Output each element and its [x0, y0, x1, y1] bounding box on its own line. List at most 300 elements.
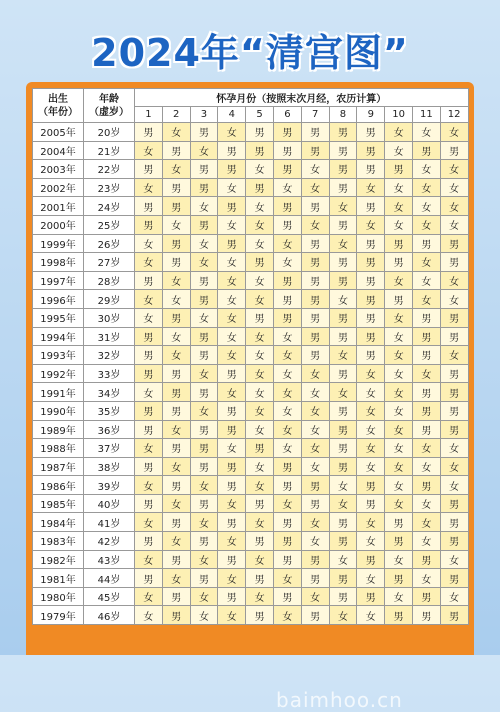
gender-cell: 女 [246, 420, 274, 439]
gender-cell: 男 [135, 160, 163, 179]
gender-cell: 女 [162, 532, 190, 551]
age-cell: 28岁 [84, 271, 135, 290]
gender-cell: 男 [162, 141, 190, 160]
birth-year-cell: 1980年 [33, 587, 84, 606]
gender-cell: 男 [440, 253, 468, 272]
gender-cell: 女 [246, 160, 274, 179]
gender-cell: 女 [273, 420, 301, 439]
gender-cell: 男 [301, 234, 329, 253]
gender-cell: 男 [162, 513, 190, 532]
gender-cell: 男 [162, 234, 190, 253]
gender-cell: 女 [385, 123, 413, 142]
birth-year-cell: 1999年 [33, 234, 84, 253]
table-row [33, 476, 469, 495]
gender-cell: 女 [385, 141, 413, 160]
gender-cell: 女 [273, 178, 301, 197]
gender-cell: 男 [135, 271, 163, 290]
table-row [33, 346, 469, 365]
gender-cell: 男 [190, 457, 218, 476]
gender-cell: 女 [385, 420, 413, 439]
gender-cell: 男 [246, 141, 274, 160]
birth-year-cell: 1983年 [33, 532, 84, 551]
gender-cell: 女 [218, 178, 246, 197]
gender-cell: 男 [135, 532, 163, 551]
table-row [33, 550, 469, 569]
birth-year-cell: 1979年 [33, 606, 84, 625]
gender-cell: 女 [385, 476, 413, 495]
gender-cell: 女 [385, 587, 413, 606]
birth-year-cell: 1981年 [33, 569, 84, 588]
birth-year-cell: 2000年 [33, 215, 84, 234]
gender-cell: 女 [273, 253, 301, 272]
age-cell: 44岁 [84, 569, 135, 588]
age-cell: 20岁 [84, 123, 135, 142]
gender-cell: 男 [190, 439, 218, 458]
gender-cell: 女 [246, 550, 274, 569]
gender-cell: 女 [440, 457, 468, 476]
gender-cell: 女 [440, 123, 468, 142]
table-row [33, 439, 469, 458]
header-month-3: 3 [190, 107, 218, 123]
age-cell: 38岁 [84, 457, 135, 476]
gender-cell: 男 [440, 364, 468, 383]
gender-cell: 男 [412, 476, 440, 495]
table-row [33, 271, 469, 290]
gender-cell: 女 [440, 178, 468, 197]
gender-cell: 女 [301, 439, 329, 458]
gender-cell: 女 [329, 476, 357, 495]
gender-cell: 女 [329, 606, 357, 625]
birth-year-cell: 1988年 [33, 439, 84, 458]
gender-cell: 女 [246, 457, 274, 476]
header-month-5: 5 [246, 107, 274, 123]
gender-cell: 男 [329, 439, 357, 458]
gender-cell: 女 [412, 290, 440, 309]
age-cell: 32岁 [84, 346, 135, 365]
table-row [33, 327, 469, 346]
gender-cell: 女 [412, 253, 440, 272]
gender-cell: 女 [357, 569, 385, 588]
age-cell: 29岁 [84, 290, 135, 309]
gender-cell: 女 [162, 457, 190, 476]
gender-cell: 女 [329, 550, 357, 569]
gender-table [32, 88, 469, 625]
gender-cell: 男 [273, 123, 301, 142]
gender-cell: 男 [412, 606, 440, 625]
gender-cell: 男 [357, 197, 385, 216]
header-month-6: 6 [273, 107, 301, 123]
gender-cell: 女 [190, 550, 218, 569]
gender-cell: 女 [440, 215, 468, 234]
table-frame [26, 82, 474, 712]
gender-cell: 男 [162, 606, 190, 625]
gender-cell: 女 [273, 234, 301, 253]
gender-cell: 女 [412, 439, 440, 458]
gender-cell: 男 [440, 234, 468, 253]
birth-year-cell: 1993年 [33, 346, 84, 365]
table-row [33, 215, 469, 234]
gender-cell: 男 [329, 569, 357, 588]
gender-cell: 女 [246, 290, 274, 309]
gender-cell: 女 [162, 420, 190, 439]
gender-cell: 女 [385, 178, 413, 197]
gender-cell: 女 [246, 513, 274, 532]
header-birth-year [33, 89, 84, 123]
header-age [84, 89, 135, 123]
gender-cell: 男 [190, 327, 218, 346]
gender-cell: 女 [273, 364, 301, 383]
gender-cell: 女 [385, 457, 413, 476]
gender-cell: 男 [218, 587, 246, 606]
gender-cell: 男 [329, 401, 357, 420]
gender-cell: 女 [190, 513, 218, 532]
gender-cell: 女 [385, 364, 413, 383]
header-month-11: 11 [412, 107, 440, 123]
gender-cell: 男 [301, 550, 329, 569]
gender-cell: 男 [273, 141, 301, 160]
gender-cell: 男 [273, 271, 301, 290]
gender-cell: 男 [135, 494, 163, 513]
gender-cell: 女 [218, 569, 246, 588]
table-row [33, 532, 469, 551]
gender-cell: 男 [162, 401, 190, 420]
gender-cell: 女 [218, 308, 246, 327]
gender-cell: 男 [412, 141, 440, 160]
gender-cell: 女 [135, 234, 163, 253]
gender-cell: 男 [412, 587, 440, 606]
age-cell: 41岁 [84, 513, 135, 532]
age-cell: 24岁 [84, 197, 135, 216]
gender-cell: 女 [190, 364, 218, 383]
age-cell: 34岁 [84, 383, 135, 402]
gender-cell: 男 [301, 494, 329, 513]
birth-year-cell: 1984年 [33, 513, 84, 532]
gender-cell: 女 [357, 606, 385, 625]
gender-cell: 男 [190, 215, 218, 234]
gender-cell: 男 [357, 123, 385, 142]
gender-cell: 女 [412, 215, 440, 234]
gender-cell: 女 [162, 569, 190, 588]
gender-cell: 女 [162, 290, 190, 309]
gender-cell: 女 [246, 476, 274, 495]
header-month-1: 1 [135, 107, 163, 123]
table-row [33, 513, 469, 532]
gender-cell: 男 [135, 457, 163, 476]
gender-cell: 男 [246, 123, 274, 142]
gender-cell: 男 [357, 290, 385, 309]
gender-cell: 女 [135, 141, 163, 160]
gender-cell: 男 [190, 383, 218, 402]
gender-cell: 女 [218, 253, 246, 272]
header-birth-year-line2: （年份） [38, 106, 78, 118]
gender-cell: 女 [190, 606, 218, 625]
gender-cell: 男 [440, 420, 468, 439]
gender-cell: 女 [440, 346, 468, 365]
gender-cell: 男 [440, 383, 468, 402]
gender-cell: 男 [301, 346, 329, 365]
header-birth-year-line1: 出生 [48, 93, 68, 105]
gender-cell: 男 [412, 401, 440, 420]
table-row [33, 494, 469, 513]
gender-cell: 男 [329, 160, 357, 179]
gender-cell: 男 [329, 513, 357, 532]
gender-cell: 男 [246, 606, 274, 625]
gender-cell: 男 [301, 123, 329, 142]
gender-cell: 男 [273, 457, 301, 476]
gender-cell: 女 [301, 532, 329, 551]
gender-cell: 男 [246, 253, 274, 272]
gender-cell: 女 [301, 160, 329, 179]
gender-cell: 男 [218, 457, 246, 476]
gender-cell: 女 [246, 587, 274, 606]
gender-cell: 女 [329, 234, 357, 253]
gender-cell: 男 [273, 160, 301, 179]
table-row [33, 420, 469, 439]
gender-cell: 女 [218, 271, 246, 290]
header-month-2: 2 [162, 107, 190, 123]
gender-cell: 女 [385, 327, 413, 346]
table-row [33, 606, 469, 625]
gender-cell: 男 [357, 141, 385, 160]
gender-cell: 男 [440, 401, 468, 420]
gender-cell: 男 [357, 160, 385, 179]
header-month-4: 4 [218, 107, 246, 123]
gender-cell: 女 [135, 587, 163, 606]
gender-cell: 女 [301, 178, 329, 197]
gender-cell: 男 [440, 532, 468, 551]
header-month-9: 9 [357, 107, 385, 123]
age-cell: 39岁 [84, 476, 135, 495]
header-month-12: 12 [440, 107, 468, 123]
gender-cell: 男 [412, 550, 440, 569]
gender-cell: 男 [190, 290, 218, 309]
birth-year-cell: 2005年 [33, 123, 84, 142]
gender-cell: 女 [246, 327, 274, 346]
age-cell: 33岁 [84, 364, 135, 383]
gender-cell: 男 [385, 290, 413, 309]
gender-cell: 男 [412, 420, 440, 439]
gender-cell: 男 [329, 123, 357, 142]
gender-cell: 男 [246, 308, 274, 327]
gender-cell: 男 [329, 457, 357, 476]
age-cell: 30岁 [84, 308, 135, 327]
gender-cell: 男 [218, 141, 246, 160]
gender-cell: 女 [135, 178, 163, 197]
gender-cell: 女 [246, 401, 274, 420]
table-row [33, 364, 469, 383]
gender-cell: 男 [218, 364, 246, 383]
gender-cell: 女 [162, 123, 190, 142]
gender-cell: 男 [162, 550, 190, 569]
gender-cell: 女 [440, 271, 468, 290]
gender-cell: 女 [301, 457, 329, 476]
gender-cell: 男 [273, 513, 301, 532]
gender-cell: 男 [301, 141, 329, 160]
gender-cell: 女 [357, 215, 385, 234]
gender-cell: 男 [246, 439, 274, 458]
gender-cell: 女 [162, 271, 190, 290]
birth-year-cell: 1997年 [33, 271, 84, 290]
gender-cell: 男 [440, 327, 468, 346]
gender-cell: 男 [190, 420, 218, 439]
gender-cell: 女 [135, 476, 163, 495]
gender-cell: 男 [357, 476, 385, 495]
gender-cell: 男 [440, 141, 468, 160]
gender-cell: 男 [301, 327, 329, 346]
gender-cell: 女 [218, 123, 246, 142]
gender-cell: 女 [412, 532, 440, 551]
gender-cell: 女 [190, 253, 218, 272]
gender-cell: 男 [246, 178, 274, 197]
table-row [33, 141, 469, 160]
gender-cell: 女 [440, 587, 468, 606]
birth-year-cell: 2003年 [33, 160, 84, 179]
gender-cell: 女 [440, 476, 468, 495]
gender-cell: 女 [135, 253, 163, 272]
gender-cell: 女 [301, 401, 329, 420]
age-cell: 21岁 [84, 141, 135, 160]
gender-cell: 男 [385, 234, 413, 253]
birth-year-cell: 1991年 [33, 383, 84, 402]
header-month-7: 7 [301, 107, 329, 123]
gender-cell: 女 [385, 550, 413, 569]
gender-cell: 女 [385, 383, 413, 402]
table-row [33, 457, 469, 476]
gender-cell: 男 [412, 327, 440, 346]
gender-cell: 男 [218, 401, 246, 420]
gender-cell: 女 [218, 290, 246, 309]
age-cell: 37岁 [84, 439, 135, 458]
header-months-title: 怀孕月份（按照末次月经，农历计算） [135, 89, 469, 107]
gender-cell: 女 [357, 383, 385, 402]
gender-cell: 女 [385, 439, 413, 458]
birth-year-cell: 1987年 [33, 457, 84, 476]
gender-cell: 男 [357, 550, 385, 569]
gender-cell: 女 [273, 383, 301, 402]
gender-cell: 男 [412, 308, 440, 327]
gender-cell: 男 [162, 364, 190, 383]
header-month-8: 8 [329, 107, 357, 123]
gender-cell: 女 [135, 383, 163, 402]
gender-cell: 男 [412, 234, 440, 253]
gender-cell: 男 [190, 494, 218, 513]
age-cell: 23岁 [84, 178, 135, 197]
gender-cell: 女 [329, 494, 357, 513]
gender-cell: 女 [385, 308, 413, 327]
gender-cell: 男 [190, 160, 218, 179]
gender-cell: 女 [357, 532, 385, 551]
gender-cell: 男 [273, 290, 301, 309]
gender-cell: 女 [357, 364, 385, 383]
age-cell: 46岁 [84, 606, 135, 625]
gender-cell: 女 [162, 327, 190, 346]
gender-cell: 男 [190, 569, 218, 588]
gender-cell: 男 [218, 550, 246, 569]
birth-year-cell: 1989年 [33, 420, 84, 439]
gender-cell: 女 [357, 420, 385, 439]
gender-cell: 男 [412, 346, 440, 365]
gender-cell: 女 [440, 550, 468, 569]
gender-cell: 男 [273, 550, 301, 569]
gender-cell: 男 [162, 476, 190, 495]
gender-cell: 男 [162, 253, 190, 272]
gender-cell: 女 [218, 383, 246, 402]
gender-cell: 女 [135, 513, 163, 532]
page-title: 2024年“清宫图” [91, 31, 409, 75]
gender-cell: 男 [329, 587, 357, 606]
gender-cell: 女 [329, 290, 357, 309]
gender-cell: 女 [190, 234, 218, 253]
gender-cell: 男 [357, 271, 385, 290]
gender-cell: 男 [440, 606, 468, 625]
gender-cell: 女 [385, 271, 413, 290]
gender-cell: 女 [385, 494, 413, 513]
gender-cell: 女 [357, 439, 385, 458]
gender-cell: 女 [246, 215, 274, 234]
age-cell: 26岁 [84, 234, 135, 253]
gender-cell: 男 [301, 606, 329, 625]
gender-cell: 男 [329, 271, 357, 290]
gender-cell: 男 [162, 587, 190, 606]
gender-cell: 女 [412, 197, 440, 216]
gender-cell: 男 [135, 420, 163, 439]
gender-cell: 男 [301, 197, 329, 216]
gender-cell: 女 [440, 439, 468, 458]
age-cell: 35岁 [84, 401, 135, 420]
gender-cell: 男 [301, 308, 329, 327]
birth-year-cell: 1995年 [33, 308, 84, 327]
gender-cell: 男 [329, 141, 357, 160]
gender-cell: 女 [273, 606, 301, 625]
gender-cell: 女 [190, 476, 218, 495]
gender-cell: 男 [162, 439, 190, 458]
gender-cell: 女 [301, 513, 329, 532]
gender-cell: 女 [357, 457, 385, 476]
gender-cell: 男 [440, 569, 468, 588]
table-row [33, 197, 469, 216]
gender-cell: 男 [246, 532, 274, 551]
gender-cell: 男 [218, 476, 246, 495]
birth-year-cell: 1994年 [33, 327, 84, 346]
gender-cell: 男 [357, 234, 385, 253]
gender-cell: 男 [273, 308, 301, 327]
gender-cell: 男 [190, 178, 218, 197]
gender-cell: 男 [246, 569, 274, 588]
gender-cell: 男 [385, 569, 413, 588]
gender-cell: 男 [218, 197, 246, 216]
gender-cell: 女 [357, 178, 385, 197]
gender-cell: 男 [301, 569, 329, 588]
birth-year-cell: 1990年 [33, 401, 84, 420]
gender-cell: 女 [273, 494, 301, 513]
table-row [33, 253, 469, 272]
gender-cell: 女 [246, 197, 274, 216]
gender-cell: 女 [162, 215, 190, 234]
gender-cell: 女 [135, 439, 163, 458]
gender-cell: 男 [440, 513, 468, 532]
gender-cell: 男 [190, 271, 218, 290]
gender-cell: 男 [412, 383, 440, 402]
age-cell: 27岁 [84, 253, 135, 272]
gender-cell: 男 [385, 253, 413, 272]
gender-cell: 女 [190, 197, 218, 216]
gender-cell: 女 [162, 494, 190, 513]
gender-cell: 女 [440, 160, 468, 179]
gender-cell: 女 [218, 494, 246, 513]
birth-year-cell: 2001年 [33, 197, 84, 216]
gender-cell: 男 [301, 476, 329, 495]
table-row [33, 178, 469, 197]
